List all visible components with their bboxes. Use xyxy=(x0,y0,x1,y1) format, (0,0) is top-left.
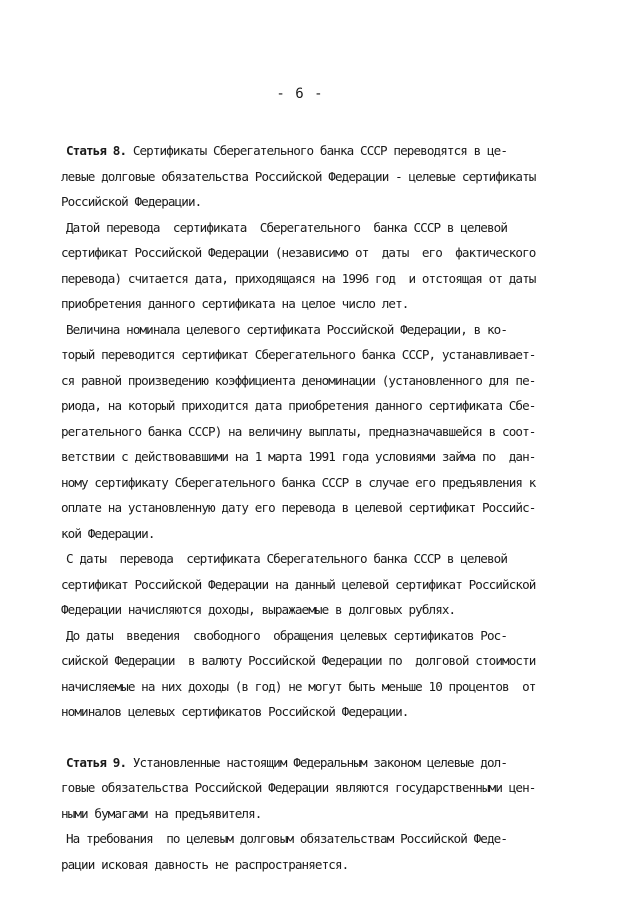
paragraph-line: рации исковая давность не распространяется. xyxy=(61,856,349,872)
paragraph-line: ветствии с действовавшими на 1 марта 1991 года условиями займа по дан- xyxy=(61,449,536,464)
article-8-paragraph-2 xyxy=(61,215,582,317)
paragraph-line: регательного банка СССР) на величину выплаты, предназначавшейся в соот- xyxy=(61,423,536,439)
paragraph-line: Федерации начисляются доходы, выражаемые в долговых рублях. xyxy=(61,602,456,617)
page-number: - 6 - xyxy=(276,86,324,102)
article-8-paragraph-4 xyxy=(61,546,582,623)
paragraph-line: ному сертификату Сберегательного банка СССР в случае его предъявления к xyxy=(61,474,536,490)
paragraph-line: Датой перевода сертификата Сберегательного банка СССР в целевой xyxy=(66,219,508,235)
article-9-heading: Статья 9. xyxy=(66,754,127,770)
paragraph-line: перевода) считается дата, приходящаяся на 1996 год и отстоящая от даты xyxy=(61,270,536,286)
paragraph-line: сертификат Российской Федерации (независимо от даты его фактического xyxy=(61,245,536,260)
paragraph-line: сертификат Российской Федерации на данный целевой сертификат Российской xyxy=(61,576,536,592)
paragraph-line: риода, на который приходится дата приобретения данного сертификата Сбе- xyxy=(61,398,536,413)
article-9-line-2: говые обязательства Российской Федерации являются государственными цен- xyxy=(61,780,536,795)
paragraph-line: кой Федерации. xyxy=(61,525,155,541)
article-8-line-3: Российской Федерации. xyxy=(61,194,202,209)
article-9-line-1: Установленные настоящим Федеральным законом целевые дол- xyxy=(126,754,508,770)
article-8-paragraph-5 xyxy=(61,623,582,725)
article-8-line-2: левые долговые обязательства Российской Федерации - целевые сертификаты xyxy=(61,168,536,184)
article-9-line-3: ными бумагами на предъявителя. xyxy=(61,805,262,821)
article-8 xyxy=(61,138,582,725)
article-9 xyxy=(61,750,582,878)
paragraph-line: С даты перевода сертификата Сберегательного банка СССР в целевой xyxy=(66,551,508,566)
article-9-paragraph-2 xyxy=(61,826,582,877)
paragraph-line: ся равной произведению коэффициента деноминации (установленного для пе- xyxy=(61,372,536,388)
paragraph-line: оплате на установленную дату его перевода в целевой сертификат Российс- xyxy=(61,500,536,515)
article-9-first-line xyxy=(66,750,582,776)
paragraph-line: приобретения данного сертификата на целое число лет. xyxy=(61,296,409,311)
paragraph-line: номиналов целевых сертификатов Российской Федерации. xyxy=(61,704,409,719)
section-gap xyxy=(66,725,582,750)
paragraph-line: торый переводится сертификат Сберегательного банка СССР, устанавливает- xyxy=(61,347,536,362)
document-body xyxy=(61,138,582,877)
article-8-line-1: Сертификаты Сберегательного банка СССР переводятся в це- xyxy=(126,143,508,158)
article-8-heading: Статья 8. xyxy=(66,143,127,158)
paragraph-line: До даты введения свободного обращения целевых сертификатов Рос- xyxy=(66,627,508,643)
paragraph-line: сийской Федерации в валюту Российской Федерации по долговой стоимости xyxy=(61,653,536,668)
paragraph-line: Величина номинала целевого сертификата Российской Федерации, в ко- xyxy=(66,321,508,337)
paragraph-line: начисляемые на них доходы (в год) не могут быть меньше 10 процентов от xyxy=(61,678,536,694)
article-8-paragraph-3 xyxy=(61,317,582,547)
paragraph-line: На требования по целевым долговым обязательствам Российской Феде- xyxy=(66,831,508,846)
article-8-first-line xyxy=(66,138,582,164)
